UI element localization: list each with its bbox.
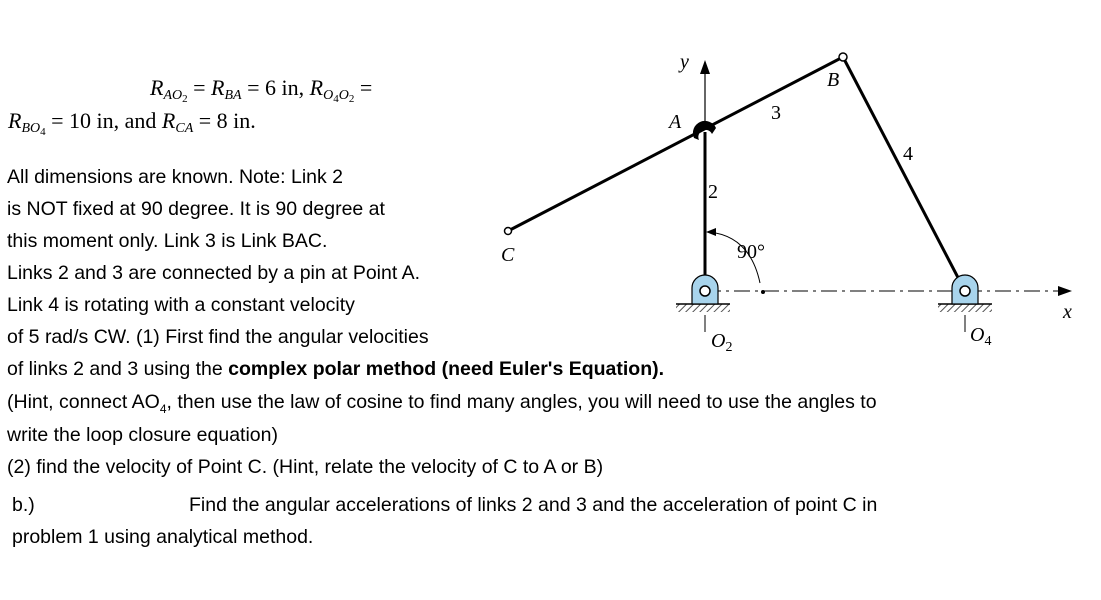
label-y: y <box>680 51 689 73</box>
text-line-10: (2) find the velocity of Point C. (Hint, relate the velocity of C to A or B) <box>7 456 604 478</box>
label-a: A <box>669 111 682 133</box>
y-axis-arrow <box>700 60 710 74</box>
text-line-3: this moment only. Link 3 is Link BAC. <box>7 230 328 252</box>
link-4 <box>843 57 965 291</box>
var-r: R <box>309 75 324 100</box>
eq-text: = 6 in, <box>241 75 310 100</box>
label-link-3: 3 <box>771 102 781 124</box>
text-line-8-sub: 4 <box>159 401 167 416</box>
var-r: R <box>161 108 176 133</box>
var-r: R <box>150 75 164 100</box>
eq-text: = 8 in. <box>193 108 256 133</box>
link-3 <box>508 57 843 231</box>
label-link-2: 2 <box>708 181 718 203</box>
text-line-9: write the loop closure equation) <box>7 424 278 446</box>
var-r: R <box>211 75 225 100</box>
part-b-text-2: problem 1 using analytical method. <box>12 526 314 548</box>
text-line-5: Link 4 is rotating with a constant velocity <box>7 294 355 316</box>
subscript: AO2 <box>163 88 188 105</box>
text-line-1: All dimensions are known. Note: Link 2 <box>7 166 344 188</box>
x-axis-arrow <box>1058 286 1072 296</box>
text-line-8-end: , then use the law of cosine to find many angles, you will need to use the angles to <box>166 391 877 413</box>
text-line-7-start: of links 2 and 3 using the <box>7 358 229 380</box>
label-b: B <box>827 69 840 91</box>
subscript: BA <box>224 88 242 103</box>
eq-text: = <box>354 75 373 100</box>
label-link-4: 4 <box>903 143 913 165</box>
pin-b <box>839 53 847 61</box>
label-o2: $O_2$ <box>711 330 733 355</box>
label-angle: 90° <box>737 241 765 263</box>
pin-c <box>505 228 512 235</box>
angle-dot <box>761 290 765 294</box>
label-x: x <box>1063 301 1072 323</box>
subscript: CA <box>175 121 194 136</box>
text-line-7-bold: complex polar method (need Euler's Equation). <box>228 358 665 380</box>
text-line-4: Links 2 and 3 are connected by a pin at Point A. <box>7 262 421 284</box>
label-o4: $O_4$ <box>970 324 992 349</box>
var-r: R <box>8 108 22 133</box>
label-c: C <box>501 244 515 266</box>
part-b-label: b.) <box>12 494 35 516</box>
text-line-8-start: (Hint, connect AO <box>7 391 160 413</box>
ground-pivot-o2 <box>676 275 730 312</box>
eq-text: = 10 in, and <box>45 108 162 133</box>
text-line-6: of 5 rad/s CW. (1) First find the angular velocities <box>7 326 429 348</box>
text-line-2: is NOT fixed at 90 degree. It is 90 degree at <box>7 198 385 220</box>
ground-pivot-o4 <box>938 275 992 312</box>
subscript: O4O2 <box>323 88 355 105</box>
angle-arrow <box>706 228 716 236</box>
part-b-text: Find the angular accelerations of links 2 and 3 and the acceleration of point C in <box>189 494 878 516</box>
eq-text: = <box>187 75 212 100</box>
subscript: BO4 <box>21 121 46 138</box>
